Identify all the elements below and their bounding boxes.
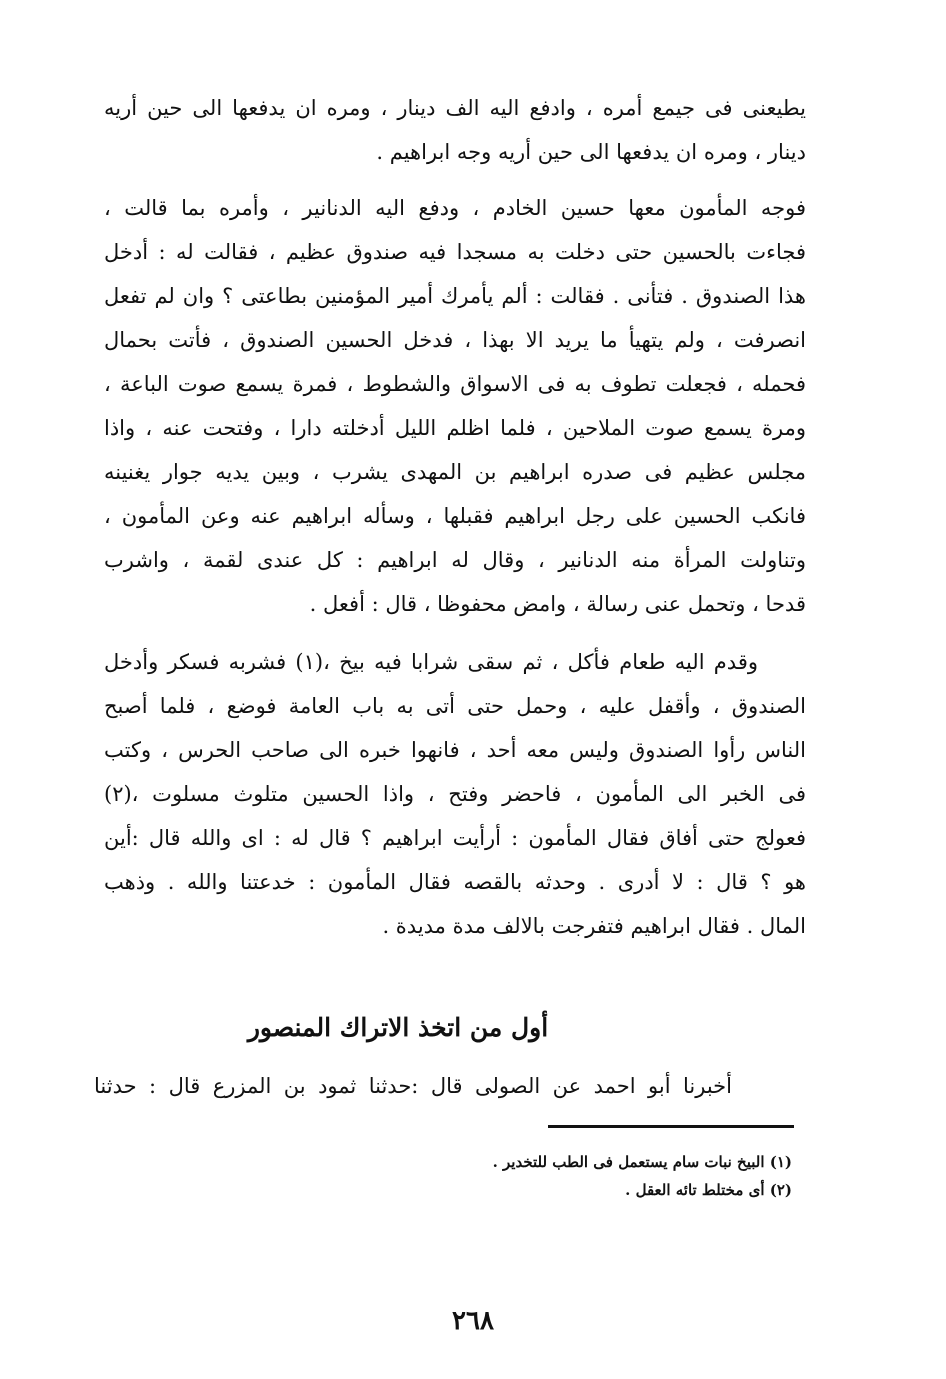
text-line: الصندوق ، وأقفل عليه ، وحمل حتى أتى به باب العامة فوضع ، فلما أصبح (104, 694, 806, 718)
paragraph-2 (104, 186, 806, 626)
footnotes (493, 1148, 792, 1204)
text-line: فانكب الحسين على رجل ابراهيم فقبلها ، وسأله ابراهيم عنه وعن المأمون ، (104, 504, 806, 528)
text-line: يطيعنى فى جيمع أمره ، وادفع اليه الف دينار ، ومره ان يدفعها الى حين أريه (104, 96, 806, 120)
text-line: فحمله ، فجعلت تطوف به فى الاسواق والشطوط ، فمرة يسمع صوت الباعة ، (104, 372, 806, 396)
main-text (104, 86, 806, 948)
text-line: فجاءت بالحسين حتى دخلت به مسجدا فيه صندوق عظيم ، فقالت له : أدخل (104, 240, 806, 264)
paragraph-3 (104, 640, 806, 948)
text-line: فعولج حتى أفاق فقال المأمون : أرأيت ابراهيم ؟ قال له : اى والله قال :أين (104, 826, 806, 850)
paragraph-1 (104, 86, 806, 174)
section-heading: أول من اتخذ الاتراك المنصور (247, 1013, 549, 1042)
footnote-2: (٢) أى مختلط تائه العقل . (625, 1181, 792, 1199)
footnote-1: (١) البيخ نبات سام يستعمل فى الطب للتخدير . (492, 1153, 792, 1171)
text-line: انصرفت ، ولم يتهيأ ما يريد الا بهذا ، فدخل الحسين الصندوق ، فأتت بحمال (104, 328, 806, 352)
text-line: قدحا ، وتحمل عنى رسالة ، وامض محفوظا ، قال : أفعل . (309, 592, 806, 616)
text-line: وقدم اليه طعام فأكل ، ثم سقى شرابا فيه بيخ ،(١) فشربه فسكر وأدخل (104, 650, 759, 674)
text-line: دينار ، ومره ان يدفعها الى حين أريه وجه ابراهيم . (376, 140, 806, 164)
text-line: فوجه المأمون معها حسين الخادم ، ودفع اليه الدنانير ، وأمره بما قالت ، (104, 196, 806, 220)
text-line: الناس رأوا الصندوق وليس معه أحد ، فانهوا خبره الى صاحب الحرس ، وكتب (104, 738, 806, 762)
text-line: مجلس عظيم فى صدره ابراهيم بن المهدى يشرب ، وبين يديه جوار يغنينه (104, 460, 806, 484)
text-line: هذا الصندوق . فتأنى . فقالت : ألم يأمرك أمير المؤمنين بطاعتى ؟ وان لم تفعل (104, 284, 806, 308)
text-line: هو ؟ قال : لا أدرى . وحدثه بالقصه فقال المأمون : خدعتنا والله . وذهب (104, 870, 806, 894)
page-number: ٢٦٨ (452, 1306, 494, 1336)
text-line: وتناولت المرأة منه الدنانير ، وقال له ابراهيم : كل عندى لقمة ، واشرب (104, 548, 806, 572)
text-line: المال . فقال ابراهيم فتفرجت بالالف مدة مديدة . (382, 914, 806, 938)
text-line: ومرة يسمع صوت الملاحين ، فلما اظلم الليل أدخلته دارا ، وفتحت عنه ، واذا (104, 416, 806, 440)
paragraph-4: أخبرنا أبو احمد عن الصولى قال :حدثنا ثمود بن المزرع قال : حدثنا (94, 1074, 732, 1098)
footnote-rule (548, 1125, 794, 1128)
text-line: فى الخبر الى المأمون ، فاحضر وفتح ، واذا الحسين متلوث مسلوت ،(٢) (104, 782, 806, 806)
